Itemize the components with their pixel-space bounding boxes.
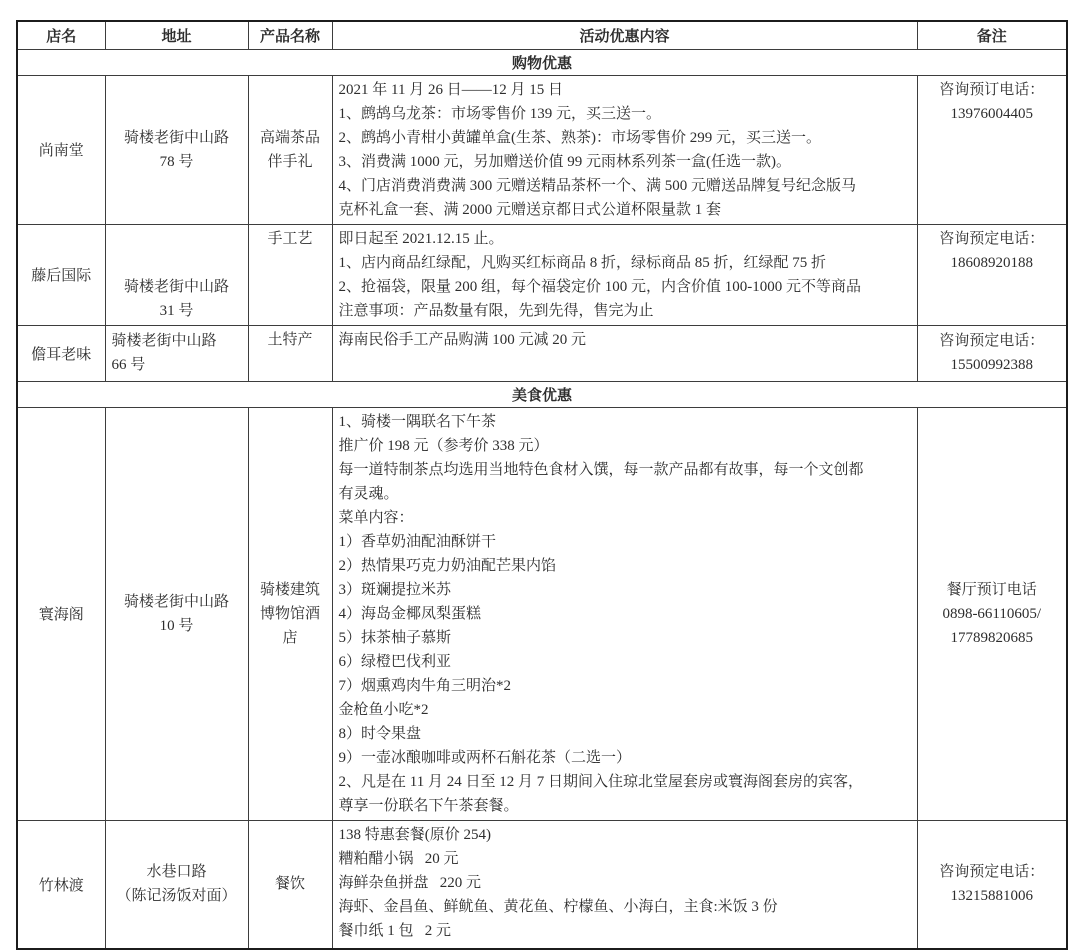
section-title-food: 美食优惠 — [17, 381, 1067, 407]
promo-content: 2021 年 11 月 26 日——12 月 15 日 1、鹧鸪乌龙茶：市场零售价 139 元，买三送一。 2、鹧鸪小青柑小黄罐单盒(生茶、熟茶)：市场零售价 299 元，买三送一。 3、消费满 1000 元，另加赠送价值 99 元雨林系列茶一盒(任选一款)。 4、门店消费消费满 300 元赠送精品茶杯一个、满 500 元赠送品牌复号纪念版马 克杯礼盒一套、满 2000 元赠送京都日式公道杯限量款 1 套 — [332, 75, 917, 224]
address: 骑楼老街中山路 31 号 — [105, 224, 248, 325]
product-name: 手工艺 — [248, 224, 332, 325]
address: 骑楼老街中山路 78 号 — [105, 75, 248, 224]
address: 骑楼老街中山路 10 号 — [105, 407, 248, 820]
section-row-shopping — [17, 49, 1067, 75]
remark: 咨询预定电话： 15500992388 — [917, 325, 1067, 381]
column-header-shop: 店名 — [17, 21, 105, 49]
promo-table — [16, 20, 1068, 950]
product-name: 高端茶品 伴手礼 — [248, 75, 332, 224]
shop-name: 尚南堂 — [17, 75, 105, 224]
shop-name: 寰海阁 — [17, 407, 105, 820]
table-row — [17, 820, 1067, 949]
remark: 咨询预订电话： 13976004405 — [917, 75, 1067, 224]
shop-name: 儋耳老味 — [17, 325, 105, 381]
promo-content: 138 特惠套餐(原价 254) 糟粕醋小锅 20 元 海鲜杂鱼拼盘 220 元 海虾、金昌鱼、鲜鱿鱼、黄花鱼、柠檬鱼、小海白，主食:米饭 3 份 餐巾纸 1 包 2 元 — [332, 820, 917, 949]
promo-content: 1、骑楼一隅联名下午茶 推广价 198 元（参考价 338 元） 每一道特制茶点均选用当地特色食材入馔，每一款产品都有故事，每一个文创都 有灵魂。 菜单内容： 1）香草奶油配油酥饼干 2）热情果巧克力奶油配芒果内馅 3）斑斓提拉米苏 4）海岛金椰凤梨蛋糕 5）抹茶柚子慕斯 6）绿橙巴伐利亚 7）烟熏鸡肉牛角三明治*2 金枪鱼小吃*2 8）时令果盘 9）一壶冰酿咖啡或两杯石斛花茶（二选一） 2、凡是在 11 月 24 日至 12 月 7 日期间入住琼北堂屋套房或寰海阁套房的宾客， 尊享一份联名下午茶套餐。 — [332, 407, 917, 820]
product-name: 土特产 — [248, 325, 332, 381]
table-row — [17, 325, 1067, 381]
shop-name: 竹林渡 — [17, 820, 105, 949]
column-header-promo: 活动优惠内容 — [332, 21, 917, 49]
address: 水巷口路 （陈记汤饭对面） — [105, 820, 248, 949]
remark: 咨询预定电话： 18608920188 — [917, 224, 1067, 325]
table-row — [17, 407, 1067, 820]
promo-content: 即日起至 2021.12.15 止。 1、店内商品红绿配，凡购买红标商品 8 折，绿标商品 85 折，红绿配 75 折 2、抢福袋，限量 200 组，每个福袋定价 100 元，内含价值 100-1000 元不等商品 注意事项：产品数量有限，先到先得，售完为止 — [332, 224, 917, 325]
column-header-product: 产品名称 — [248, 21, 332, 49]
product-name: 骑楼建筑 博物馆酒 店 — [248, 407, 332, 820]
table-row — [17, 75, 1067, 224]
table-row — [17, 224, 1067, 325]
section-title-shopping: 购物优惠 — [17, 49, 1067, 75]
address: 骑楼老街中山路 66 号 — [105, 325, 248, 381]
remark: 餐厅预订电话 0898-66110605/ 17789820685 — [917, 407, 1067, 820]
product-name: 餐饮 — [248, 820, 332, 949]
section-row-food — [17, 381, 1067, 407]
promo-content: 海南民俗手工产品购满 100 元减 20 元 — [332, 325, 917, 381]
column-header-remark: 备注 — [917, 21, 1067, 49]
column-header-address: 地址 — [105, 21, 248, 49]
remark: 咨询预定电话： 13215881006 — [917, 820, 1067, 949]
shop-name: 藤后国际 — [17, 224, 105, 325]
table-header-row — [17, 21, 1067, 49]
